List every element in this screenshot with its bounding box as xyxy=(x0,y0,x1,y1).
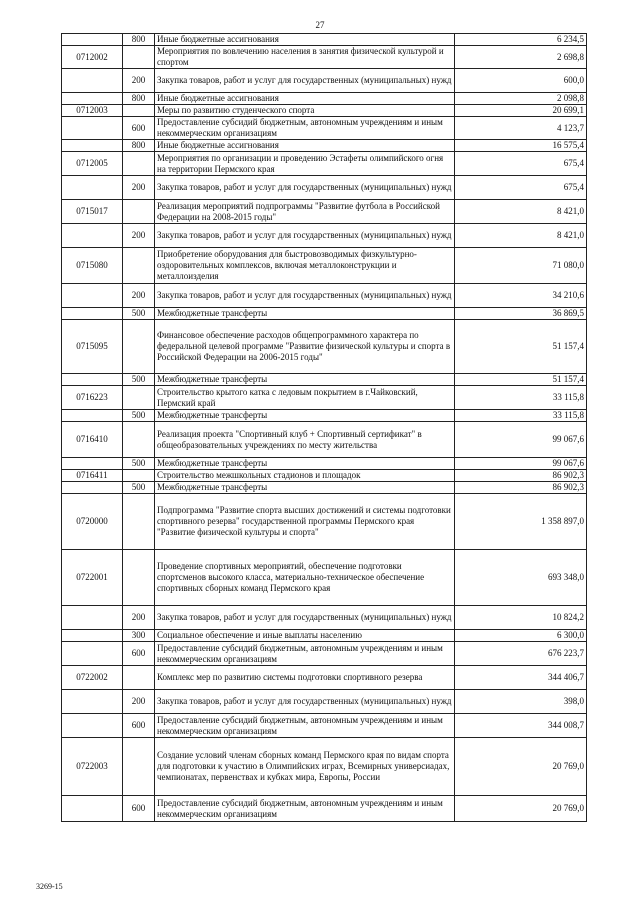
row-code-cell xyxy=(62,374,123,386)
row-expense-type-cell: 600 xyxy=(123,714,155,738)
row-code-cell xyxy=(62,642,123,666)
row-expense-type-cell: 500 xyxy=(123,410,155,422)
row-expense-type-cell xyxy=(123,738,155,796)
table-row xyxy=(62,422,587,458)
row-sum-cell: 36 869,5 xyxy=(455,308,587,320)
row-expense-type-cell xyxy=(123,494,155,550)
row-code-cell xyxy=(62,482,123,494)
row-name-cell: Мероприятия по организации и проведению Эстафеты олимпийского огня на территории Пермского края xyxy=(155,152,455,176)
row-name-cell: Проведение спортивных мероприятий, обеспечение подготовки спортсменов высокого класса, материально-техническое обеспечение спортивных сборных команд Пермского края xyxy=(155,550,455,606)
row-sum-cell: 20 769,0 xyxy=(455,796,587,822)
row-code-cell: 0715017 xyxy=(62,200,123,224)
row-expense-type-cell: 800 xyxy=(123,93,155,105)
row-expense-type-cell: 500 xyxy=(123,374,155,386)
row-expense-type-cell: 500 xyxy=(123,458,155,470)
row-name-cell: Предоставление субсидий бюджетным, автономным учреждениям и иным некоммерческим организациям xyxy=(155,117,455,140)
row-code-cell xyxy=(62,714,123,738)
row-expense-type-cell xyxy=(123,105,155,117)
row-sum-cell: 344 008,7 xyxy=(455,714,587,738)
row-expense-type-cell xyxy=(123,550,155,606)
row-code-cell xyxy=(62,690,123,714)
row-name-cell: Предоставление субсидий бюджетным, автономным учреждениям и иным некоммерческим организациям xyxy=(155,642,455,666)
row-name-cell: Межбюджетные трансферты xyxy=(155,458,455,470)
row-code-cell xyxy=(62,308,123,320)
row-code-cell: 0722002 xyxy=(62,666,123,690)
row-name-cell: Строительство крытого катка с ледовым покрытием в г.Чайковский, Пермский край xyxy=(155,386,455,410)
row-name-cell: Закупка товаров, работ и услуг для государственных (муниципальных) нужд xyxy=(155,224,455,248)
table-row xyxy=(62,796,587,822)
row-name-cell: Закупка товаров, работ и услуг для государственных (муниципальных) нужд xyxy=(155,606,455,630)
row-sum-cell: 4 123,7 xyxy=(455,117,587,140)
row-expense-type-cell: 600 xyxy=(123,117,155,140)
row-sum-cell: 86 902,3 xyxy=(455,482,587,494)
row-code-cell xyxy=(62,34,123,46)
table-row xyxy=(62,690,587,714)
row-sum-cell: 71 080,0 xyxy=(455,248,587,284)
row-expense-type-cell: 500 xyxy=(123,482,155,494)
row-name-cell: Закупка товаров, работ и услуг для государственных (муниципальных) нужд xyxy=(155,690,455,714)
row-code-cell xyxy=(62,284,123,308)
row-sum-cell: 344 406,7 xyxy=(455,666,587,690)
row-code-cell xyxy=(62,93,123,105)
row-expense-type-cell: 200 xyxy=(123,606,155,630)
row-expense-type-cell xyxy=(123,152,155,176)
row-code-cell: 0715080 xyxy=(62,248,123,284)
row-expense-type-cell: 200 xyxy=(123,690,155,714)
row-name-cell: Межбюджетные трансферты xyxy=(155,308,455,320)
row-sum-cell: 86 902,3 xyxy=(455,470,587,482)
table-row xyxy=(62,308,587,320)
table-row xyxy=(62,374,587,386)
table-row xyxy=(62,458,587,470)
row-sum-cell: 8 421,0 xyxy=(455,224,587,248)
row-code-cell: 0712005 xyxy=(62,152,123,176)
row-sum-cell: 6 234,5 xyxy=(455,34,587,46)
row-name-cell: Реализация мероприятий подпрограммы "Развитие футбола в Российской Федерации на 2008-2015 годы" xyxy=(155,200,455,224)
table-row xyxy=(62,642,587,666)
table-row xyxy=(62,117,587,140)
table-row xyxy=(62,494,587,550)
table-row xyxy=(62,470,587,482)
row-name-cell: Иные бюджетные ассигнования xyxy=(155,140,455,152)
table-row xyxy=(62,69,587,93)
row-expense-type-cell: 200 xyxy=(123,176,155,200)
table-row xyxy=(62,176,587,200)
row-code-cell xyxy=(62,224,123,248)
row-sum-cell: 676 223,7 xyxy=(455,642,587,666)
row-expense-type-cell xyxy=(123,470,155,482)
row-sum-cell: 6 300,0 xyxy=(455,630,587,642)
row-expense-type-cell: 200 xyxy=(123,284,155,308)
page-number: 27 xyxy=(315,20,325,30)
row-name-cell: Приобретение оборудования для быстровозводимых физкультурно-оздоровительных комплексов, включая металлоконструкции и металлоизделия xyxy=(155,248,455,284)
table-row xyxy=(62,46,587,69)
row-sum-cell: 99 067,6 xyxy=(455,458,587,470)
table-row xyxy=(62,34,587,46)
table-row xyxy=(62,320,587,374)
row-sum-cell: 398,0 xyxy=(455,690,587,714)
row-name-cell: Межбюджетные трансферты xyxy=(155,374,455,386)
row-expense-type-cell xyxy=(123,248,155,284)
row-expense-type-cell: 800 xyxy=(123,140,155,152)
row-expense-type-cell xyxy=(123,200,155,224)
table-row xyxy=(62,140,587,152)
row-code-cell xyxy=(62,410,123,422)
row-sum-cell: 33 115,8 xyxy=(455,386,587,410)
row-name-cell: Строительство межшкольных стадионов и площадок xyxy=(155,470,455,482)
table-row xyxy=(62,284,587,308)
table-row xyxy=(62,224,587,248)
table-row xyxy=(62,93,587,105)
row-expense-type-cell xyxy=(123,386,155,410)
row-name-cell: Закупка товаров, работ и услуг для государственных (муниципальных) нужд xyxy=(155,69,455,93)
row-name-cell: Межбюджетные трансферты xyxy=(155,410,455,422)
row-sum-cell: 33 115,8 xyxy=(455,410,587,422)
row-expense-type-cell: 200 xyxy=(123,69,155,93)
row-name-cell: Предоставление субсидий бюджетным, автономным учреждениям и иным некоммерческим организациям xyxy=(155,714,455,738)
row-name-cell: Комплекс мер по развитию системы подготовки спортивного резерва xyxy=(155,666,455,690)
row-code-cell xyxy=(62,140,123,152)
table-row xyxy=(62,738,587,796)
row-sum-cell: 2 698,8 xyxy=(455,46,587,69)
row-expense-type-cell: 200 xyxy=(123,224,155,248)
row-name-cell: Реализация проекта "Спортивный клуб + Спортивный сертификат" в общеобразовательных учреждениях по месту жительства xyxy=(155,422,455,458)
table-row xyxy=(62,482,587,494)
row-code-cell xyxy=(62,606,123,630)
row-expense-type-cell xyxy=(123,46,155,69)
row-expense-type-cell: 500 xyxy=(123,308,155,320)
row-sum-cell: 51 157,4 xyxy=(455,374,587,386)
row-sum-cell: 1 358 897,0 xyxy=(455,494,587,550)
row-name-cell: Иные бюджетные ассигнования xyxy=(155,93,455,105)
row-sum-cell: 675,4 xyxy=(455,176,587,200)
row-name-cell: Социальное обеспечение и иные выплаты населению xyxy=(155,630,455,642)
table-row xyxy=(62,200,587,224)
row-name-cell: Межбюджетные трансферты xyxy=(155,482,455,494)
row-sum-cell: 693 348,0 xyxy=(455,550,587,606)
table-row xyxy=(62,606,587,630)
row-expense-type-cell xyxy=(123,320,155,374)
row-code-cell: 0720000 xyxy=(62,494,123,550)
row-sum-cell: 10 824,2 xyxy=(455,606,587,630)
table-row xyxy=(62,714,587,738)
row-code-cell: 0722003 xyxy=(62,738,123,796)
row-sum-cell: 20 769,0 xyxy=(455,738,587,796)
row-expense-type-cell: 600 xyxy=(123,796,155,822)
row-code-cell xyxy=(62,69,123,93)
row-name-cell: Иные бюджетные ассигнования xyxy=(155,34,455,46)
row-code-cell xyxy=(62,458,123,470)
row-code-cell: 0716223 xyxy=(62,386,123,410)
table-row xyxy=(62,550,587,606)
row-sum-cell: 51 157,4 xyxy=(455,320,587,374)
table-row xyxy=(62,105,587,117)
row-sum-cell: 675,4 xyxy=(455,152,587,176)
row-code-cell: 0712003 xyxy=(62,105,123,117)
row-code-cell: 0722001 xyxy=(62,550,123,606)
row-code-cell xyxy=(62,176,123,200)
row-expense-type-cell xyxy=(123,422,155,458)
row-code-cell: 0716410 xyxy=(62,422,123,458)
row-expense-type-cell: 800 xyxy=(123,34,155,46)
row-sum-cell: 20 699,1 xyxy=(455,105,587,117)
budget-table xyxy=(61,33,587,822)
row-name-cell: Финансовое обеспечение расходов общепрограммного характера по федеральной целевой программе "Развитие физической культуры и спорта в Российской Федерации на 2006-2015 годы" xyxy=(155,320,455,374)
document-code: 3269-15 xyxy=(36,882,63,891)
row-name-cell: Подпрограмма "Развитие спорта высших достижений и системы подготовки спортивного резерва" государственной программы Пермского края "Развитие физической культуры и спорта" xyxy=(155,494,455,550)
row-expense-type-cell xyxy=(123,666,155,690)
table-row xyxy=(62,666,587,690)
row-name-cell: Закупка товаров, работ и услуг для государственных (муниципальных) нужд xyxy=(155,284,455,308)
row-code-cell: 0716411 xyxy=(62,470,123,482)
row-sum-cell: 34 210,6 xyxy=(455,284,587,308)
table-row xyxy=(62,386,587,410)
row-code-cell xyxy=(62,796,123,822)
row-code-cell: 0715095 xyxy=(62,320,123,374)
row-name-cell: Закупка товаров, работ и услуг для государственных (муниципальных) нужд xyxy=(155,176,455,200)
row-code-cell xyxy=(62,630,123,642)
table-row xyxy=(62,248,587,284)
table-row xyxy=(62,410,587,422)
row-sum-cell: 2 098,8 xyxy=(455,93,587,105)
row-name-cell: Мероприятия по вовлечению населения в занятия физической культурой и спортом xyxy=(155,46,455,69)
row-expense-type-cell: 600 xyxy=(123,642,155,666)
row-expense-type-cell: 300 xyxy=(123,630,155,642)
row-name-cell: Создание условий членам сборных команд Пермского края по видам спорта для подготовки к участию в Олимпийских играх, Всемирных универсиадах, чемпионатах, первенствах и кубках мира, Европы, России xyxy=(155,738,455,796)
budget-table-body xyxy=(62,34,587,822)
table-row xyxy=(62,630,587,642)
row-sum-cell: 16 575,4 xyxy=(455,140,587,152)
row-sum-cell: 600,0 xyxy=(455,69,587,93)
row-name-cell: Меры по развитию студенческого спорта xyxy=(155,105,455,117)
row-sum-cell: 8 421,0 xyxy=(455,200,587,224)
table-row xyxy=(62,152,587,176)
row-sum-cell: 99 067,6 xyxy=(455,422,587,458)
row-name-cell: Предоставление субсидий бюджетным, автономным учреждениям и иным некоммерческим организациям xyxy=(155,796,455,822)
row-code-cell xyxy=(62,117,123,140)
row-code-cell: 0712002 xyxy=(62,46,123,69)
